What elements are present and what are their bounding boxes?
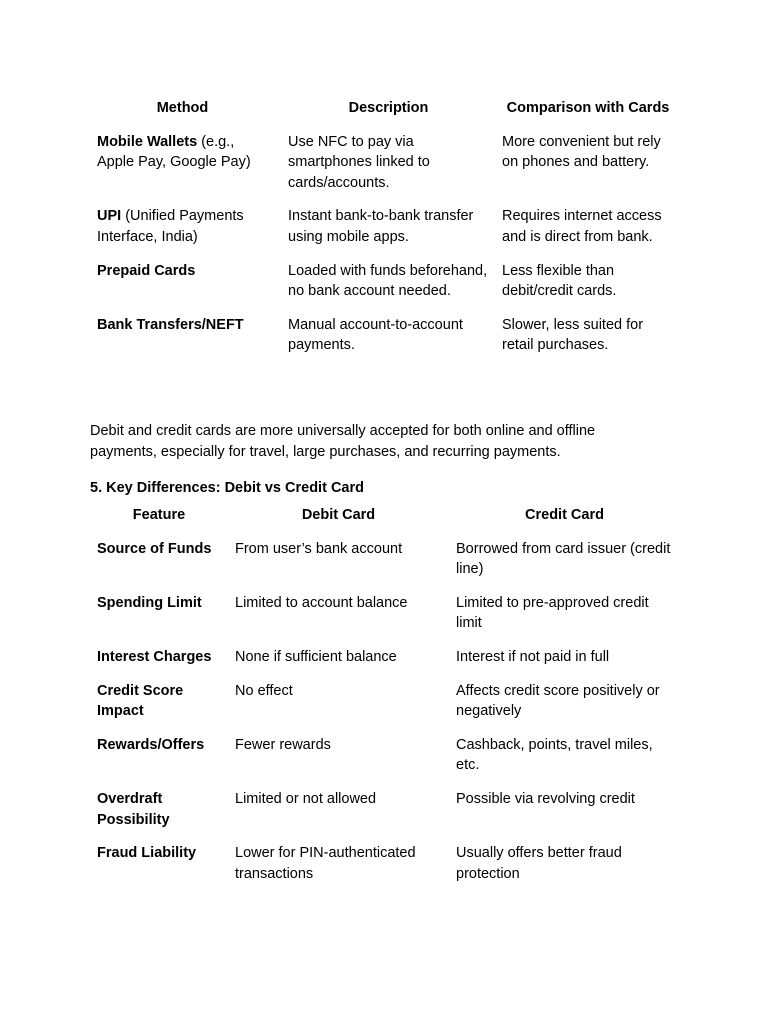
table-row [90, 132, 680, 207]
debit-cell: None if sufficient balance [235, 648, 397, 665]
table-row [90, 681, 680, 735]
credit-cell: Possible via revolving credit [456, 790, 635, 807]
table-row [90, 735, 680, 789]
credit-cell: Limited to pre-approved credit limit [456, 594, 649, 632]
column-header-credit-card: Credit Card [525, 507, 604, 523]
description-cell: Use NFC to pay via smartphones linked to cards/accounts. [288, 133, 430, 191]
table-row [90, 843, 680, 897]
comparison-cell: More convenient but rely on phones and battery. [502, 133, 661, 171]
section-heading: 5. Key Differences: Debit vs Credit Card [90, 480, 364, 496]
method-name: Bank Transfers/NEFT [97, 316, 244, 333]
credit-cell: Borrowed from card issuer (credit line) [456, 540, 671, 578]
table-row [90, 315, 680, 369]
description-cell: Instant bank-to-bank transfer using mobile apps. [288, 208, 474, 245]
feature-name: Interest Charges [97, 648, 212, 665]
debit-cell: From user’s bank account [235, 540, 403, 557]
feature-cell [90, 539, 228, 593]
comparison-cell: Less flexible than debit/credit cards. [502, 262, 617, 300]
method-cell [90, 315, 281, 369]
feature-name: Overdraft Possibility [97, 790, 170, 828]
feature-name: Rewards/Offers [97, 736, 205, 753]
feature-cell [90, 681, 228, 735]
table-header-row [90, 98, 680, 132]
column-header-method: Method [156, 100, 209, 116]
debit-cell: Limited or not allowed [235, 790, 377, 807]
feature-cell [90, 593, 228, 647]
debit-cell: No effect [235, 682, 293, 699]
credit-cell: Interest if not paid in full [456, 648, 610, 665]
column-header-debit-card: Debit Card [301, 507, 376, 523]
method-name: Mobile Wallets [97, 133, 198, 150]
column-header-comparison: Comparison with Cards [506, 100, 670, 116]
credit-cell: Affects credit score positively or negatively [456, 682, 660, 720]
credit-cell: Usually offers better fraud protection [456, 845, 622, 882]
feature-cell [90, 789, 228, 843]
feature-name: Spending Limit [97, 594, 202, 611]
feature-cell [90, 647, 228, 681]
debit-cell: Fewer rewards [235, 736, 331, 753]
comparison-cell: Requires internet access and is direct from bank. [502, 208, 662, 245]
table-row [90, 539, 680, 593]
debit-cell: Lower for PIN-authenticated transactions [235, 845, 416, 882]
debit-cell: Limited to account balance [235, 594, 408, 611]
summary-paragraph: Debit and credit cards are more universally accepted for both online and offline payments, especially for travel, large purchases, and recurring payments. [90, 423, 596, 460]
method-note: (e.g., Apple Pay, Google Pay) [97, 133, 251, 171]
differences-table [90, 505, 680, 897]
method-cell [90, 261, 281, 315]
description-cell: Loaded with funds beforehand, no bank account needed. [288, 262, 488, 300]
payment-methods-table [90, 98, 680, 369]
credit-cell: Cashback, points, travel miles, etc. [456, 736, 653, 774]
feature-name: Credit Score Impact [97, 682, 184, 720]
description-cell: Manual account-to-account payments. [288, 316, 463, 354]
table-row [90, 647, 680, 681]
method-name: Prepaid Cards [97, 262, 196, 279]
table-row [90, 593, 680, 647]
table-row [90, 261, 680, 315]
feature-name: Fraud Liability [97, 845, 197, 862]
table-header-row [90, 505, 680, 539]
comparison-cell: Slower, less suited for retail purchases. [502, 316, 644, 354]
column-header-feature: Feature [132, 507, 186, 523]
method-cell [90, 206, 281, 260]
feature-name: Source of Funds [97, 540, 212, 557]
method-name: UPI [97, 208, 122, 225]
method-note: (Unified Payments Interface, India) [97, 208, 244, 245]
table-row [90, 206, 680, 260]
feature-cell [90, 735, 228, 789]
column-header-description: Description [348, 100, 429, 116]
feature-cell [90, 843, 228, 897]
table-row [90, 789, 680, 843]
method-cell [90, 132, 281, 207]
